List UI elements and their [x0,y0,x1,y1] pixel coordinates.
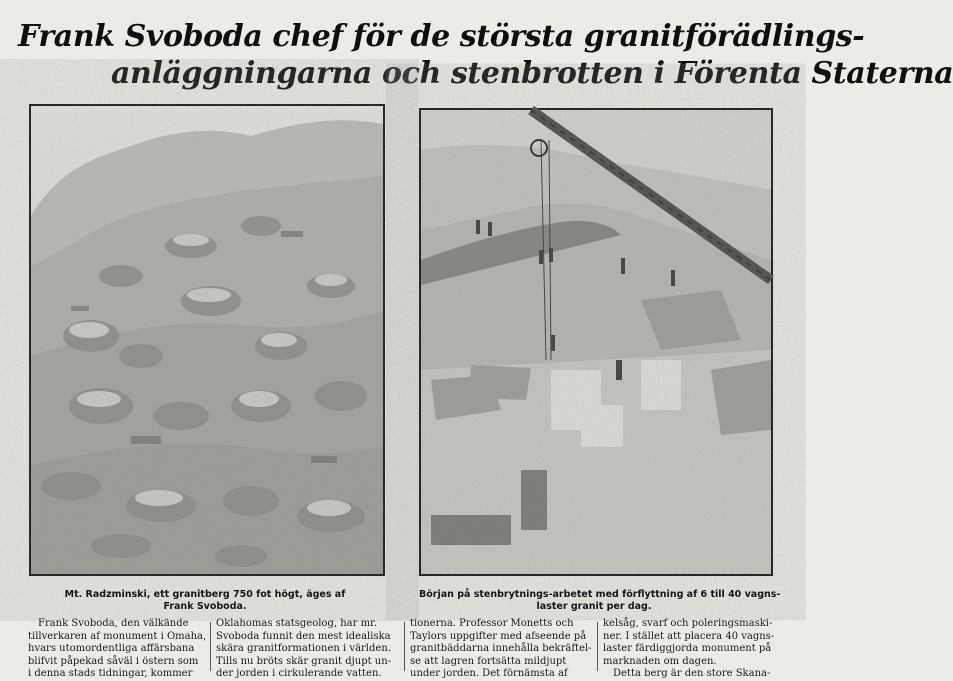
granite-mountain-illustration [31,106,383,574]
article-line: hvars utomordentliga affärsbana [28,643,195,654]
article-line: Oklahomas statsgeolog, har mr. [216,618,377,629]
article-line: tillverkaren af monument i Omaha, [28,630,207,642]
article-line: granitbäddarna innehålla bekräftel- [410,643,592,654]
article-column-1 [28,618,206,681]
headline-line-2: anläggningarna och stenbrotten i Förenta Staterna [111,56,953,91]
article-line: der jorden i cirkulerande vatten. [216,668,382,679]
headline-line-1: Frank Svoboda chef för de största granitförädlings- [18,19,865,54]
caption-left [29,589,381,613]
article-line: Svoboda funnit den mest idealiska [216,630,391,642]
column-divider [404,622,405,671]
article-line: under jorden. Det förnämsta af [410,668,568,679]
article-line: Detta berg är den store Skana- [613,668,771,679]
article-line: ner. I stället att placera 40 vagns- [603,630,775,642]
article-line: blifvit påpekad såväl i östern som [28,655,199,667]
article-line: Tills nu bröts skär granit djupt un- [216,655,392,667]
article-column-4 [603,618,789,681]
caption-left-line-2: Frank Svoboda. [163,601,247,612]
article-line: laster färdiggjorda monument på [603,643,772,654]
caption-right-line-2: laster granit per dag. [536,601,652,612]
caption-left-line-1: Mt. Radzminski, ett granitberg 750 fot högt, äges af [64,589,346,600]
article-column-3 [410,618,590,681]
article-line: Frank Svoboda, den välkände [38,618,189,629]
quarry-illustration [421,110,771,574]
article-column-2 [216,618,396,681]
article-line: i denna stads tidningar, kommer [28,668,193,679]
article-line: skära granitformationen i världen. [216,643,391,654]
article-line: Taylors uppgifter med afseende på [410,630,587,642]
article-line: se att lagren fortsätta mildjupt [410,655,567,667]
column-divider [597,622,598,671]
article-line: kelsåg, svarf och poleringsmaski- [603,618,773,629]
quarry-photo [419,108,773,576]
granite-mountain-photo [29,104,385,576]
caption-right [419,589,781,613]
caption-right-line-1: Början på stenbrytnings-arbetet med förflyttning af 6 till 40 vagns- [419,589,781,600]
article-line: tionerna. Professor Monetts och [410,618,574,629]
article-line: marknaden om dagen. [603,655,717,667]
column-divider [210,622,211,671]
